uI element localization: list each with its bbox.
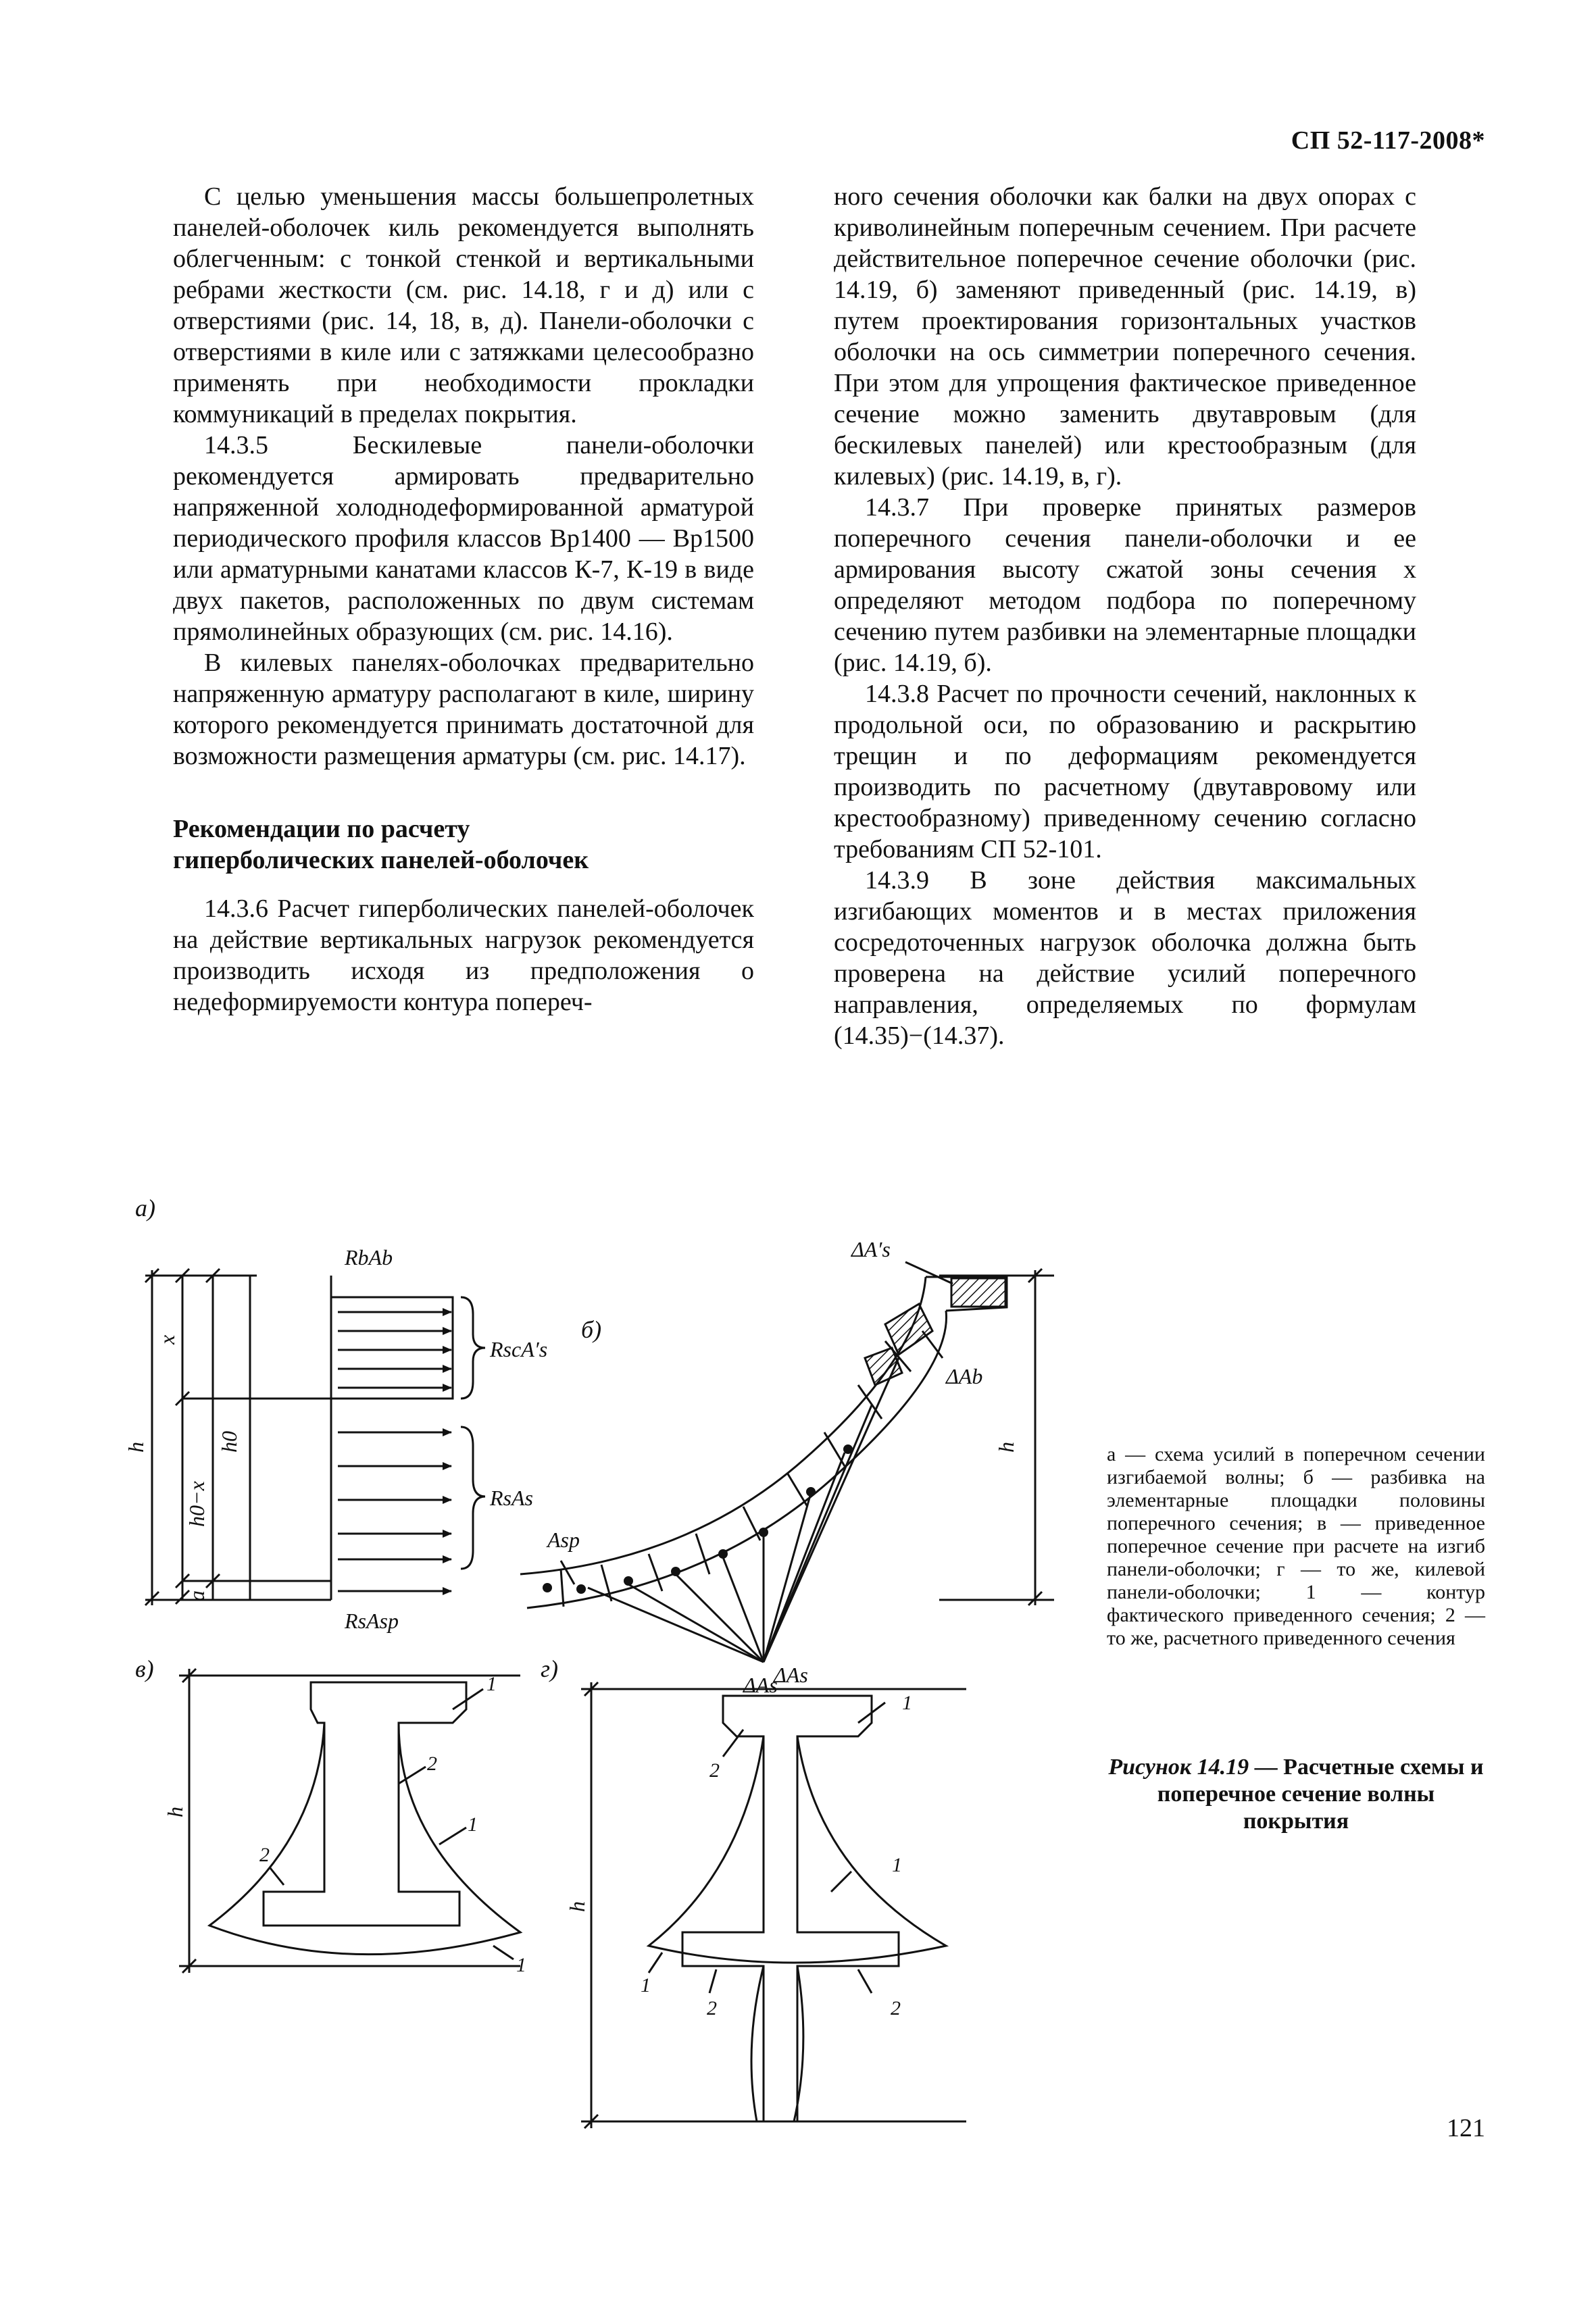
- label-h0: h0: [217, 1431, 241, 1453]
- label-1-g-left: 1: [641, 1974, 651, 1996]
- label-RscAs: RscA′s: [490, 1337, 548, 1361]
- label-h-v: h: [163, 1807, 187, 1817]
- label-x: x: [155, 1334, 179, 1344]
- panel-v-label: в): [135, 1655, 154, 1682]
- label-RsAs: RsAs: [490, 1486, 533, 1510]
- label-1-g-top: 1: [902, 1692, 912, 1714]
- paragraph-14-3-8: 14.3.8 Расчет по прочности сечений, наклонных к продольной оси, по образованию и раскрытию трещин и по деформациям рекомендуется производить по расчетному (двутавровому или крестообразному) приведенному сечению согласно требованиям СП 52-101.: [834, 680, 1416, 863]
- label-h0-x: h0−x: [184, 1481, 209, 1527]
- label-1-v-mid: 1: [468, 1813, 478, 1836]
- label-RbAb: RbAb: [345, 1245, 393, 1269]
- panel-a-label: а): [135, 1196, 155, 1222]
- caption-legend: а — схема усилий в поперечном сечении изгибаемой волны; б — разбивка на элементарные площадки половины поперечного сечения; в — приведенное поперечное сечение при расчете на изгиб панели-оболочки; г — то же, килевой панели-оболочки; 1 — контур фактического приведенного сечения; 2 — то же, расчетного приведенного сечения: [1107, 1443, 1485, 1649]
- right-text-column: [834, 181, 1416, 1051]
- document-code: СП 52-117-2008*: [1291, 126, 1485, 155]
- panel-g-cross-section: [581, 1682, 966, 2128]
- label-RsAsp: RsAsp: [345, 1609, 399, 1633]
- label-2-g-left: 2: [707, 1997, 717, 2019]
- label-dAs-g: ΔAs: [774, 1663, 808, 1687]
- paragraph-14-3-9: 14.3.9 В зоне действия максимальных изгибающих моментов и в местах приложения сосредоточенных нагрузок оболочка должна быть проверена на действие усилий поперечного направления, определяемых по формулам (14.35)−(14.37).: [834, 866, 1416, 1050]
- figure-title-text: — Расчетные схемы и поперечное сечение волны покрытия: [1157, 1755, 1484, 1834]
- left-text-column: [173, 181, 754, 1017]
- section-heading: [173, 813, 754, 876]
- label-1-v-top: 1: [487, 1673, 497, 1695]
- figure-14-19: [115, 1196, 1095, 2169]
- label-2-v-left: 2: [259, 1844, 270, 1866]
- label-h-g: h: [565, 1901, 589, 1912]
- panel-b-label: б): [581, 1316, 602, 1343]
- label-dAb: ΔAb: [946, 1364, 983, 1388]
- label-dAs: ΔAs: [743, 1673, 778, 1697]
- paragraph-14-3-5: 14.3.5 Бескилевые панели-оболочки рекомендуется армировать предварительно напряженной холоднодеформированной арматурой периодического профиля классов Вр1400 — Вр1500 или арматурными канатами классов К-7, К-19 в виде двух пакетов, расположенных по двум системам прямолинейных образующих (см. рис. 14.16).: [173, 431, 754, 646]
- paragraph: В килевых панелях-оболочках предварительно напряженную арматуру располагают в киле, ширину которого рекомендуется принимать достаточной для возможности размещения арматуры (см. рис. 14.17).: [173, 649, 754, 770]
- label-1-g-mid: 1: [892, 1854, 902, 1876]
- panel-b-rebar-dots: [543, 1444, 853, 1594]
- paragraph-continuation: ного сечения оболочки как балки на двух опорах с криволинейным поперечным сечением. При расчете действительное поперечное сечение оболочки (рис. 14.19, б) заменяют приведенный (рис. 14.19, в) путем проектирования горизонтальных участков оболочки на ось симметрии поперечного сечения. При этом для упрощения фактическое приведенное сечение можно заменить двутавровым (для бескилевых панелей) или крестообразным (для килевых) (рис. 14.19, в, г).: [834, 182, 1416, 491]
- figure-caption: [1107, 1443, 1485, 1650]
- panel-g-label: г): [541, 1655, 559, 1682]
- panel-a-force-diagram: [135, 1196, 485, 1605]
- figure-title: [1107, 1754, 1485, 1835]
- label-a: a: [184, 1590, 209, 1601]
- section-heading-line2: гиперболических панелей-оболочек: [173, 846, 589, 874]
- paragraph-14-3-7: 14.3.7 При проверке принятых размеров поперечного сечения панели-оболочки и ее армирования высоту сжатой зоны сечения x определяют методом подбора по поперечному сечению путем разбивки на элементарные площадки (рис. 14.19, б).: [834, 493, 1416, 677]
- paragraph: С целью уменьшения массы большепролетных панелей-оболочек киль рекомендуется выполнять облегченным: с тонкой стенкой и вертикальными ребрами жесткости (см. рис. 14.18, г и д) или с отверстиями (рис. 14, 18, в, д). Панели-оболочки с отверстиями в киле или с затяжками целесообразно применять при необходимости прокладки коммуникаций в пределах покрытия.: [173, 182, 754, 428]
- figure-number: Рисунок 14.19: [1108, 1755, 1249, 1780]
- label-1-v-bot: 1: [516, 1954, 526, 1976]
- label-2-g-right: 2: [891, 1997, 901, 2019]
- paragraph-14-3-6: 14.3.6 Расчет гиперболических панелей-оболочек на действие вертикальных нагрузок рекомендуется производить исходя из предположения о недеформируемости контура попереч-: [173, 895, 754, 1016]
- label-2-g-top: 2: [709, 1759, 720, 1782]
- label-dAs-top: ΔA′s: [851, 1237, 891, 1261]
- label-h-a: h: [124, 1442, 148, 1453]
- section-heading-line1: Рекомендации по расчету: [173, 815, 470, 843]
- label-Asp: Asp: [547, 1528, 580, 1552]
- label-2-v-top: 2: [427, 1753, 437, 1775]
- label-h-b: h: [994, 1442, 1018, 1453]
- page-number: 121: [1447, 2114, 1485, 2142]
